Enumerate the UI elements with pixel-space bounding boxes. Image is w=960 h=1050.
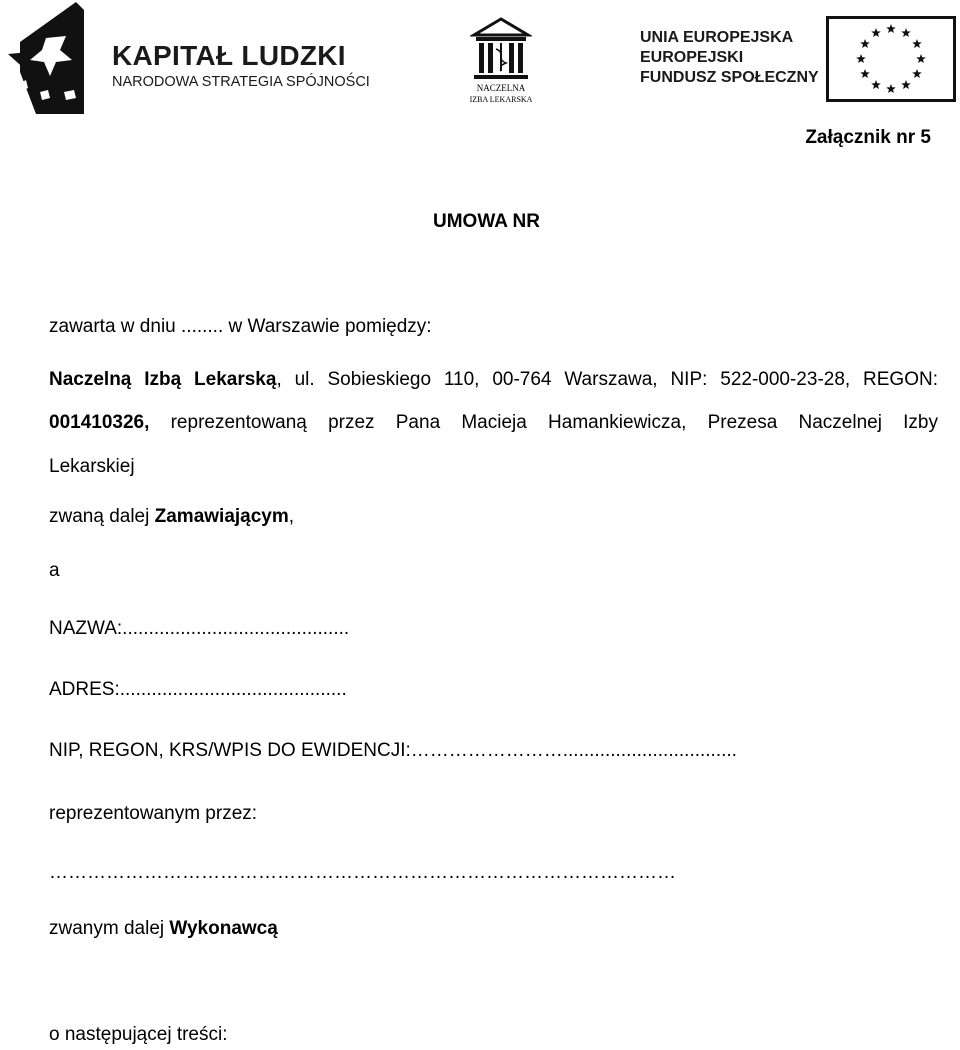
document-header <box>0 0 960 120</box>
eu-line3: FUNDUSZ SPOŁECZNY <box>640 69 819 86</box>
party1-address: , ul. Sobieskiego 110, 00-764 Warszawa, NIP: 522-000-23-28, REGON: <box>276 369 938 390</box>
eu-text-block <box>640 28 819 88</box>
party1-line2 <box>49 412 938 434</box>
ordering-party-role: Zamawiającym <box>154 506 289 527</box>
concluded-line: zawarta w dniu ........ w Warszawie pomiędzy: <box>49 316 432 337</box>
party1-line1 <box>49 369 938 391</box>
address-field: ADRES:........................................... <box>49 679 347 700</box>
nil-logo-line1: NACZELNA <box>476 83 526 93</box>
party1-representative: reprezentowaną przez Pana Macieja Hamankiewicza, Prezesa Naczelnej Izby <box>149 412 938 433</box>
contract-title: UMOWA NR <box>433 211 540 232</box>
party1-line3: Lekarskiej <box>49 456 135 477</box>
represented-by: reprezentowanym przez: <box>49 803 258 824</box>
kapital-ludzki-subtitle: NARODOWA STRATEGIA SPÓJNOŚCI <box>112 74 370 90</box>
party1-name: Naczelną Izbą Lekarską <box>49 369 277 390</box>
following-content: o następującej treści: <box>49 1024 228 1045</box>
ids-field: NIP, REGON, KRS/WPIS DO EWIDENCJI:……………………................................. <box>49 740 737 761</box>
party1-regon: 001410326, <box>49 412 150 433</box>
represented-blank: ……………………………………………………………………………………… <box>49 862 676 883</box>
called-contractor: zwanym dalej Wykonawcą <box>49 918 278 939</box>
and-word: a <box>49 560 60 581</box>
eu-line2: EUROPEJSKI <box>640 49 744 66</box>
called-ordering-party: zwaną dalej Zamawiającym, <box>49 506 295 527</box>
nil-logo-line2: IZBA LEKARSKA <box>470 95 532 104</box>
eu-line1: UNIA EUROPEJSKA <box>640 29 794 46</box>
kapital-ludzki-title: KAPITAŁ LUDZKI <box>112 40 346 71</box>
contractor-role: Wykonawcą <box>169 918 278 939</box>
annex-number: Załącznik nr 5 <box>805 127 931 148</box>
kapital-ludzki-logo-icon <box>6 2 86 116</box>
naczelna-izba-lekarska-logo-icon <box>470 15 532 107</box>
name-field: NAZWA:........................................... <box>49 618 350 639</box>
eu-flag-icon <box>826 16 956 102</box>
